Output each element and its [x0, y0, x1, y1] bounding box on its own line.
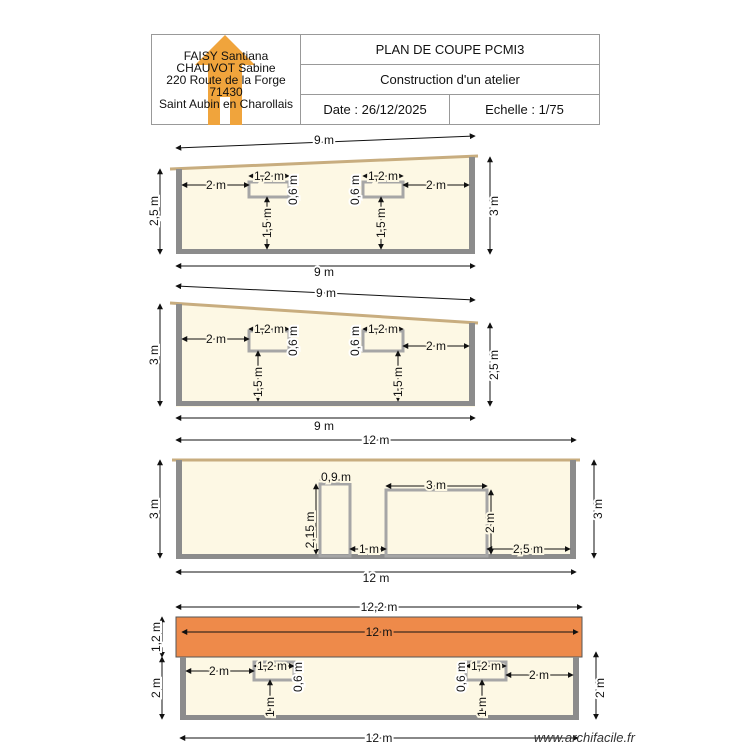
plan-subtitle: Construction d'un atelier [301, 65, 599, 95]
section-3-left-wall [176, 460, 182, 558]
section-2-win-left-sill-label: 1,5 m [251, 366, 265, 398]
section-2-overall-top-label: 9 m [315, 286, 337, 300]
section-4-interior [180, 657, 578, 719]
section-4-win-right-height-label: 0,6 m [454, 661, 468, 693]
section-3-door-width-label: 0,9 m [320, 470, 352, 484]
section-3-right-wall [570, 460, 576, 558]
section-4-right-wall [573, 657, 579, 719]
section-4-win-right-sill-label: 1 m [475, 696, 489, 718]
section-2-right-wall [469, 323, 475, 406]
section-2-win-right-height-label: 0,6 m [348, 325, 362, 357]
section-4-win-left-width-label: 1,2 m [256, 659, 288, 673]
plan-date: Date : 26/12/2025 [301, 95, 450, 124]
section-2-floor [176, 401, 475, 406]
section-4-win-left-height-label: 0,6 m [291, 661, 305, 693]
section-2-left-wall [176, 304, 182, 406]
section-4-win-right-width-label: 1,2 m [470, 659, 502, 673]
section-2-win-left-width-label: 1,2 m [253, 322, 285, 336]
section-1-right-height-label: 3 m [487, 195, 501, 217]
section-2-right-height-label: 2,5 m [487, 349, 501, 381]
client-address: 220 Route de la Forge [166, 72, 286, 87]
section-2-overall-bottom-label: 9 m [313, 419, 335, 433]
section-4 [149, 600, 607, 745]
plan-title: PLAN DE COUPE PCMI3 [301, 35, 599, 65]
section-4-win-left-offset-label: 2 m [208, 664, 230, 678]
section-1-win-right-height-label: 0,6 m [348, 174, 362, 206]
section-2-win-right-offset-label: 2 m [425, 339, 447, 353]
section-1-left-height-label: 2,5 m [147, 195, 161, 227]
section-4-win-right-offset-label: 2 m [528, 668, 550, 682]
section-3-gap-label: 1 m [358, 542, 380, 556]
section-4-right-height-label: 2 m [593, 677, 607, 699]
section-3 [147, 433, 605, 585]
section-3-left-height-label: 3 m [147, 498, 161, 520]
section-1-win-left-offset-label: 2 m [205, 178, 227, 192]
section-1-win-right-sill-label: 1,5 m [374, 207, 388, 239]
plan-scale: Echelle : 1/75 [485, 102, 564, 117]
section-4-roof-width-label: 12 m [365, 625, 393, 639]
section-4-floor [180, 715, 579, 720]
section-3-door-height-label: 2,15 m [303, 511, 317, 549]
section-1 [147, 133, 501, 279]
client-name-1: FAISY Santiana [183, 48, 269, 63]
section-1-floor [176, 249, 475, 254]
section-1-interior [176, 157, 475, 252]
section-1-win-left-sill-label: 1,5 m [260, 207, 274, 239]
section-3-gate-width-label: 3 m [425, 478, 447, 492]
section-4-roof-height-label: 1,2 m [149, 621, 163, 653]
section-1-win-left-height-label: 0,6 m [286, 174, 300, 206]
section-2-win-right-sill-label: 1,5 m [391, 366, 405, 398]
section-3-overall-bottom-label: 12 m [362, 571, 390, 585]
section-2-win-right-width-label: 1,2 m [367, 322, 399, 336]
section-1-overall-bottom-label: 9 m [313, 265, 335, 279]
section-4-overall-bottom-label: 12 m [365, 731, 393, 745]
section-4-left-height-label: 2 m [149, 677, 163, 699]
section-2-win-left-offset-label: 2 m [205, 332, 227, 346]
section-3-gate-offset-label: 2,5 m [512, 542, 544, 556]
section-3-overall-top-label: 12 m [362, 433, 390, 447]
section-2 [147, 286, 501, 433]
section-4-win-left-sill-label: 1 m [263, 696, 277, 718]
section-3-gate-height-label: 2 m [483, 512, 497, 534]
section-2-left-height-label: 3 m [147, 344, 161, 366]
section-1-win-right-offset-label: 2 m [425, 178, 447, 192]
section-2-win-left-height-label: 0,6 m [286, 325, 300, 357]
section-1-win-right-width-label: 1,2 m [367, 169, 399, 183]
client-name-2: CHAUVOT Sabine [176, 60, 276, 75]
section-1-left-wall [176, 169, 182, 254]
client-postcode: 71430 [209, 84, 243, 99]
watermark: www.archifacile.fr [533, 730, 635, 745]
section-4-overall-top-label: 12,2 m [360, 600, 398, 614]
section-4-left-wall [180, 657, 186, 719]
client-city: Saint Aubin en Charollais [158, 96, 294, 111]
section-1-overall-top-label: 9 m [313, 133, 335, 147]
section-1-win-left-width-label: 1,2 m [253, 169, 285, 183]
section-3-right-height-label: 3 m [591, 498, 605, 520]
section-1-right-wall [469, 157, 475, 254]
